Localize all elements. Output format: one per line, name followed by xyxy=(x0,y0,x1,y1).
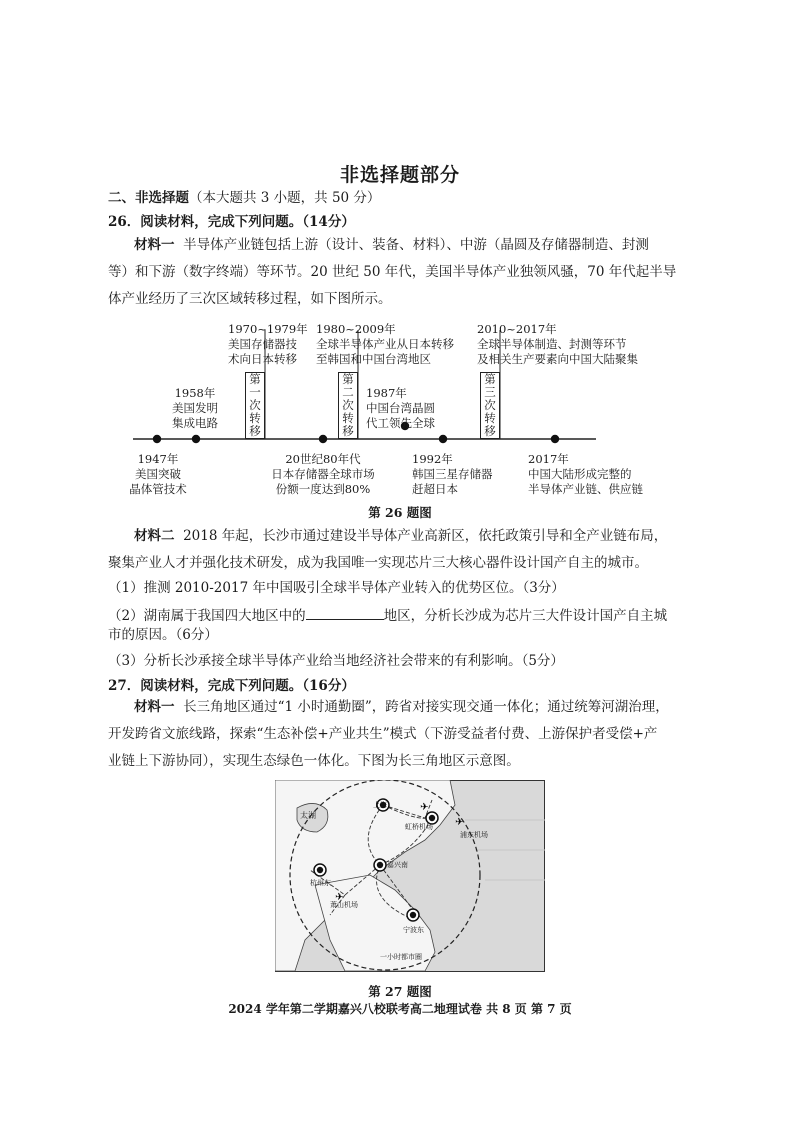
svg-text:✈: ✈ xyxy=(335,892,344,903)
event-1970-1979: 1970~1979年 美国存储器技 术向日本转移 xyxy=(228,322,308,366)
q27-material1-line1: 长三角地区通过“1 小时通勤圈”，跨省对接实现交通一体化；通过统筹河湖治理， xyxy=(183,699,669,715)
svg-text:✈: ✈ xyxy=(420,802,429,813)
event-2017: 2017年 中国大陆形成完整的 半导体产业链、供应链 xyxy=(528,452,643,496)
q27-material1-label: 材料一 xyxy=(134,699,175,715)
timeline-dot-1992 xyxy=(439,435,447,443)
event-1980-2009: 1980~2009年 全球半导体产业从日本转移 至韩国和中国台湾地区 xyxy=(316,322,454,366)
page-footer: 2024 学年第二学期嘉兴八校联考高二地理试卷 共 8 页 第 7 页 xyxy=(228,1002,572,1016)
map-label-xiaoshan: 萧山机场 xyxy=(330,901,358,909)
q27-material1 xyxy=(108,694,708,775)
map-svg xyxy=(275,780,545,972)
map-label-hongqiao: 虹桥机场 xyxy=(405,823,433,831)
figure-26-caption: 第 26 题图 xyxy=(368,505,432,520)
map-label-ningbo: 宁波东 xyxy=(403,926,424,934)
q26-material2-label: 材料二 xyxy=(134,528,175,544)
q26-sub2: （2）湖南属于我国四大地区中的 地区，分析长沙成为芯片三大件设计国产自主城 xyxy=(108,605,667,626)
yangtze-delta-map xyxy=(275,780,545,972)
transfer-2-box: 第 二 次 转 移 xyxy=(338,372,358,439)
event-1992: 1992年 韩国三星存储器 赶超日本 xyxy=(412,452,493,496)
timeline-axis xyxy=(0,0,800,520)
event-2010-2017: 2010~2017年 全球半导体制造、封测等环节 及相关生产要素向中国大陆聚集 xyxy=(477,322,638,366)
q26-material2-line1: 2018 年起，长沙市通过建设半导体产业高新区，依托政策引导和全产业链布局， xyxy=(183,528,668,544)
timeline-dot-2017 xyxy=(551,435,559,443)
q26-sub2-line2: 市的原因。（6分） xyxy=(108,627,218,643)
q26-material2-line2: 聚集产业人才并强化技术研发，成为我国唯一实现芯片三大核心器件设计国产自主的城市。 xyxy=(108,555,648,571)
transfer-1-box: 第 一 次 转 移 xyxy=(245,372,265,439)
map-label-jiaxing: 嘉兴南 xyxy=(387,861,408,869)
q26-material1-label: 材料一 xyxy=(134,237,175,253)
event-1987: 1987年 中国台湾晶圆 代工领先全球 xyxy=(366,386,435,430)
transfer-3-box: 第 三 次 转 移 xyxy=(480,372,500,439)
timeline-dot-1980s xyxy=(319,435,327,443)
section-title: 非选择题部分 xyxy=(339,164,460,186)
map-label-pudong: 浦东机场 xyxy=(460,831,488,839)
map-label-shanghai: 上海 xyxy=(373,801,387,809)
part-heading-note: （本大题共 3 小题，共 50 分） xyxy=(189,190,381,206)
q27-material1-line2: 开发跨省文旅线路，探索“生态补偿+产业共生”模式（下游受益者付费、上游保护者受偿+产 xyxy=(108,726,658,742)
q26-sub1: （1）推测 2010-2017 年中国吸引全球半导体产业转入的优势区位。（3分） xyxy=(108,580,565,596)
event-1980s: 20世纪80年代 日本存储器全球市场 份额一度达到80% xyxy=(271,452,375,496)
map-label-taihu: 太湖 xyxy=(300,811,316,820)
timeline-dot-1958 xyxy=(192,435,200,443)
figure-27-caption: 第 27 题图 xyxy=(368,984,432,999)
q26-intro: 26．阅读材料，完成下列问题。（14分） xyxy=(108,214,355,230)
timeline-dot-1947 xyxy=(153,435,161,443)
event-1947: 1947年 美国突破 晶体管技术 xyxy=(129,452,187,496)
map-label-hangzhou: 杭州东 xyxy=(310,879,331,887)
q26-material1-line1: 半导体产业链包括上游（设计、装备、材料）、中游（晶圆及存储器制造、封测 xyxy=(183,237,649,253)
answer-blank[interactable] xyxy=(306,605,384,620)
svg-text:✈: ✈ xyxy=(455,817,464,828)
q26-material1-line2: 等）和下游（数字终端）等环节。20 世纪 50 年代，美国半导体产业独领风骚，70 年代起半导 xyxy=(108,264,677,280)
part-heading-label: 二、非选择题 xyxy=(108,190,189,206)
q26-material2 xyxy=(108,523,708,577)
q26-sub3: （3）分析长沙承接全球半导体产业给当地经济社会带来的有利影响。（5分） xyxy=(108,653,564,669)
q26-material1-line3: 体产业经历了三次区域转移过程，如下图所示。 xyxy=(108,291,392,307)
event-1958: 1958年 美国发明 集成电路 xyxy=(172,386,218,430)
q27-material1-line3: 业链上下游协同），实现生态绿色一体化。下图为长三角地区示意图。 xyxy=(108,753,520,769)
q27-intro: 27．阅读材料，完成下列问题。（16分） xyxy=(108,678,355,694)
map-label-circle: 一小时都市圈 xyxy=(380,953,422,961)
